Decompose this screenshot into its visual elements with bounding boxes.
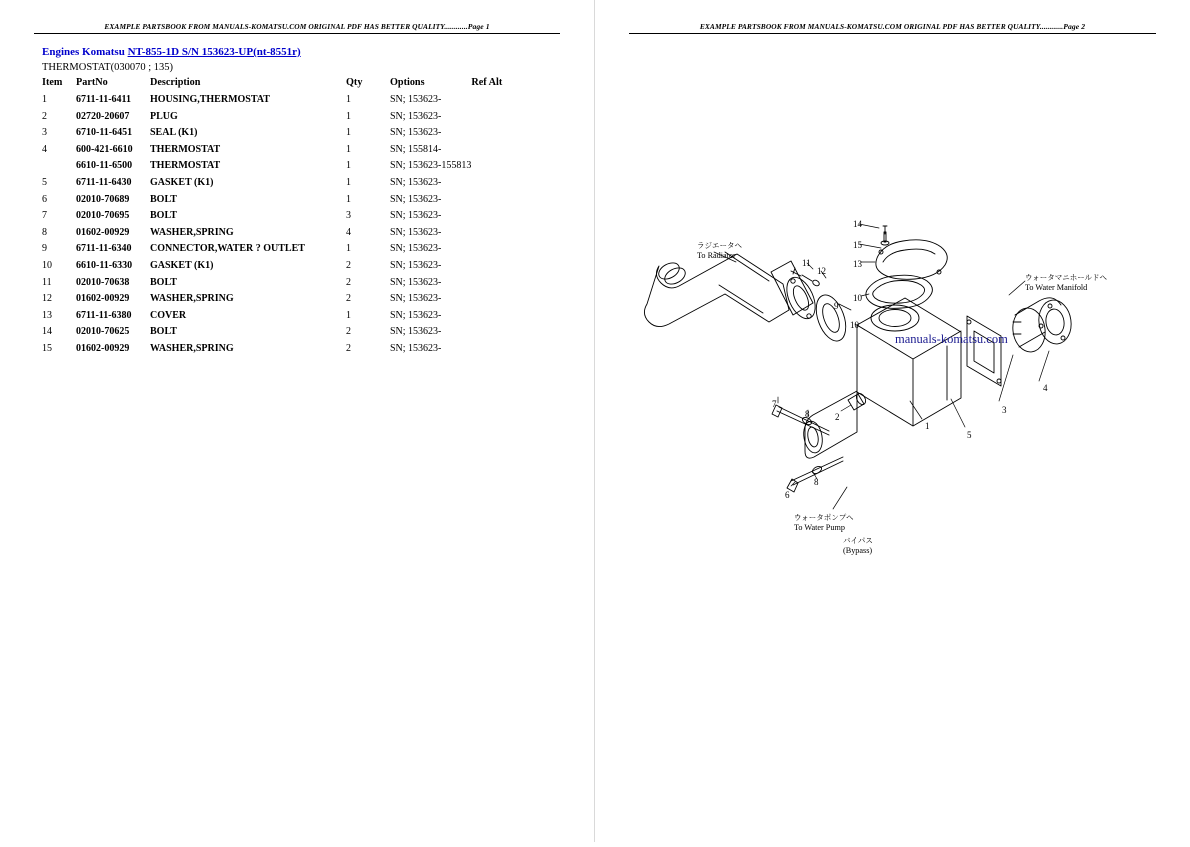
table-row — [42, 126, 521, 143]
row-options: SN; 153623- — [390, 193, 442, 205]
row-qty: 1 — [346, 143, 351, 155]
row-options: SN; 153623- — [390, 309, 442, 321]
row-description: BOLT — [150, 193, 177, 205]
row-partno: 600-421-6610 — [76, 143, 133, 155]
table-row — [42, 342, 521, 359]
row-refalt — [471, 126, 521, 143]
row-item: 3 — [42, 127, 47, 139]
callout-number: 6 — [785, 490, 790, 500]
row-item: 2 — [42, 110, 47, 122]
row-refalt — [471, 159, 521, 176]
row-description: BOLT — [150, 326, 177, 338]
row-item: 9 — [42, 243, 47, 255]
row-refalt — [471, 176, 521, 193]
row-item: 14 — [42, 326, 52, 338]
row-item — [42, 159, 76, 176]
col-partno: PartNo — [76, 77, 108, 88]
row-partno: 6710-11-6451 — [76, 127, 133, 139]
row-partno: 6610-11-6500 — [76, 160, 133, 172]
row-qty: 2 — [346, 276, 351, 288]
row-description: PLUG — [150, 110, 178, 122]
row-qty: 1 — [346, 160, 351, 172]
col-qty: Qty — [346, 77, 363, 88]
row-partno: 6711-11-6430 — [76, 176, 132, 188]
row-options: SN; 153623- — [390, 176, 442, 188]
title-prefix: Engines Komatsu — [42, 46, 128, 58]
diagram-label-jp: バイパス — [843, 536, 873, 545]
diagram-label-en: (Bypass) — [843, 546, 873, 555]
row-description: GASKET (K1) — [150, 176, 214, 188]
table-row — [42, 242, 521, 259]
row-options: SN; 153623- — [390, 94, 442, 105]
row-refalt — [471, 242, 521, 259]
title-link[interactable]: NT-855-1D S/N 153623-UP(nt-8551r) — [127, 46, 301, 58]
table-row — [42, 259, 521, 276]
diagram-label — [794, 512, 854, 532]
row-description: HOUSING,THERMOSTAT — [150, 94, 270, 105]
row-partno: 02010-70695 — [76, 210, 130, 222]
row-options: SN; 153623- — [390, 342, 442, 354]
callout-number: 2 — [835, 412, 840, 422]
row-options: SN; 153623- — [390, 293, 442, 305]
row-description: SEAL (K1) — [150, 127, 198, 139]
row-refalt — [471, 93, 521, 110]
diagram-label — [1025, 272, 1107, 292]
row-partno: 01602-00929 — [76, 293, 130, 305]
row-item: 5 — [42, 176, 47, 188]
table-header-row — [42, 77, 521, 93]
page-header-right — [595, 22, 1190, 31]
row-item: 8 — [42, 226, 47, 238]
diagram-label — [843, 535, 873, 555]
table-row — [42, 159, 521, 176]
row-qty: 3 — [346, 210, 351, 222]
row-item: 7 — [42, 210, 47, 222]
row-description: WASHER,SPRING — [150, 342, 234, 354]
diagram-label-jp: ウォータマニホールドへ — [1025, 273, 1108, 282]
row-refalt — [471, 143, 521, 160]
page-number-left: Page 1 — [467, 22, 490, 31]
exploded-diagram — [595, 0, 1190, 842]
header-rule — [34, 33, 560, 34]
callout-number: 7 — [772, 399, 777, 409]
row-qty: 2 — [346, 342, 351, 354]
callout-number: 1 — [925, 421, 930, 431]
row-qty: 2 — [346, 326, 351, 338]
row-item: 10 — [42, 259, 52, 271]
row-description: WASHER,SPRING — [150, 226, 234, 238]
callout-number: 3 — [1002, 405, 1007, 415]
row-item: 13 — [42, 309, 52, 321]
table-row — [42, 176, 521, 193]
row-item: 12 — [42, 293, 52, 305]
col-options: Options — [390, 77, 425, 88]
header-rule-right — [629, 33, 1156, 34]
row-description: WASHER,SPRING — [150, 293, 234, 305]
row-refalt — [471, 342, 521, 359]
row-description: THERMOSTAT — [150, 143, 221, 155]
row-options: SN; 153623- — [390, 226, 442, 238]
row-qty: 4 — [346, 226, 351, 238]
row-options: SN; 153623- — [390, 276, 442, 288]
row-qty: 1 — [346, 127, 351, 139]
row-refalt — [471, 209, 521, 226]
diagram-label-jp: ウォータポンプへ — [794, 513, 854, 522]
row-qty: 2 — [346, 293, 351, 305]
row-refalt — [471, 259, 521, 276]
page-header-left — [0, 22, 594, 31]
row-refalt — [471, 110, 521, 127]
table-row — [42, 309, 521, 326]
document-title — [42, 46, 301, 58]
diagram-label-jp: ラジエータへ — [697, 241, 742, 250]
parts-table — [42, 77, 521, 359]
row-refalt — [471, 226, 521, 243]
row-options: SN; 153623- — [390, 110, 442, 122]
row-item: 6 — [42, 193, 47, 205]
table-row — [42, 226, 521, 243]
row-options: SN; 153623- — [390, 243, 442, 255]
row-options: SN; 153623-155813 — [390, 160, 472, 172]
col-item: Item — [42, 77, 63, 88]
callout-number: 5 — [967, 430, 972, 440]
table-row — [42, 276, 521, 293]
row-item: 15 — [42, 342, 52, 354]
document-subtitle: THERMOSTAT(030070 ; 135) — [42, 62, 173, 73]
page-number-right: Page 2 — [1063, 22, 1086, 31]
watermark: manuals-komatsu.com — [895, 332, 1008, 346]
row-partno: 01602-00929 — [76, 342, 130, 354]
row-qty: 2 — [346, 259, 351, 271]
row-qty: 1 — [346, 309, 351, 321]
col-refalt: Ref Alt — [471, 77, 503, 88]
callout-number: 9 — [834, 301, 839, 311]
table-row — [42, 93, 521, 110]
row-partno: 6610-11-6330 — [76, 259, 133, 271]
col-description: Description — [150, 77, 201, 88]
row-partno: 02010-70689 — [76, 193, 130, 205]
table-row — [42, 110, 521, 127]
diagram-label-en: To Water Manifold — [1025, 283, 1088, 292]
page-left — [0, 0, 595, 842]
callout-number: 14 — [853, 219, 862, 229]
row-description: BOLT — [150, 276, 177, 288]
row-partno: 02010-70625 — [76, 326, 130, 338]
row-partno: 6711-11-6380 — [76, 309, 132, 321]
row-description: CONNECTOR,WATER ? OUTLET — [150, 243, 305, 255]
page-header-text-right: EXAMPLE PARTSBOOK FROM MANUALS-KOMATSU.COM ORIGINAL PDF HAS BETTER QUALITY............ — [699, 22, 1064, 31]
row-partno: 01602-00929 — [76, 226, 130, 238]
row-item: 4 — [42, 143, 47, 155]
row-refalt — [471, 276, 521, 293]
table-row — [42, 143, 521, 160]
row-item: 1 — [42, 94, 47, 105]
row-description: THERMOSTAT — [150, 160, 221, 172]
row-options: SN; 153623- — [390, 127, 442, 139]
row-options: SN; 153623- — [390, 210, 442, 222]
row-description: COVER — [150, 309, 187, 321]
diagram-label — [697, 240, 742, 260]
callout-number: 13 — [853, 259, 862, 269]
table-row — [42, 292, 521, 309]
table-row — [42, 209, 521, 226]
page-header-text: EXAMPLE PARTSBOOK FROM MANUALS-KOMATSU.COM ORIGINAL PDF HAS BETTER QUALITY............ — [104, 22, 468, 31]
callout-number: 10 — [853, 293, 862, 303]
callout-number: 4 — [1043, 383, 1048, 393]
diagram-label-en: To Water Pump — [794, 523, 845, 532]
row-qty: 1 — [346, 176, 351, 188]
page-right — [595, 0, 1190, 842]
row-item: 11 — [42, 276, 52, 288]
row-partno: 02720-20607 — [76, 110, 130, 122]
callout-number: 15 — [853, 240, 862, 250]
table-row — [42, 193, 521, 210]
row-description: GASKET (K1) — [150, 259, 214, 271]
row-description: BOLT — [150, 210, 177, 222]
row-options: SN; 153623- — [390, 326, 442, 338]
row-qty: 1 — [346, 94, 351, 105]
callout-number: 8 — [805, 409, 810, 419]
callout-number: 10 — [850, 320, 859, 330]
row-refalt — [471, 325, 521, 342]
callout-number: 12 — [817, 266, 826, 276]
row-qty: 1 — [346, 110, 351, 122]
row-refalt — [471, 309, 521, 326]
row-refalt — [471, 193, 521, 210]
table-row — [42, 325, 521, 342]
row-partno: 6711-11-6411 — [76, 94, 132, 105]
row-refalt — [471, 292, 521, 309]
row-partno: 6711-11-6340 — [76, 243, 132, 255]
row-options: SN; 153623- — [390, 259, 442, 271]
callout-number: 8 — [814, 477, 819, 487]
callout-number: 11 — [802, 258, 811, 268]
diagram-label-en: To Radiator — [697, 251, 736, 260]
row-options: SN; 155814- — [390, 143, 442, 155]
row-qty: 1 — [346, 243, 351, 255]
row-qty: 1 — [346, 193, 351, 205]
row-partno: 02010-70638 — [76, 276, 130, 288]
